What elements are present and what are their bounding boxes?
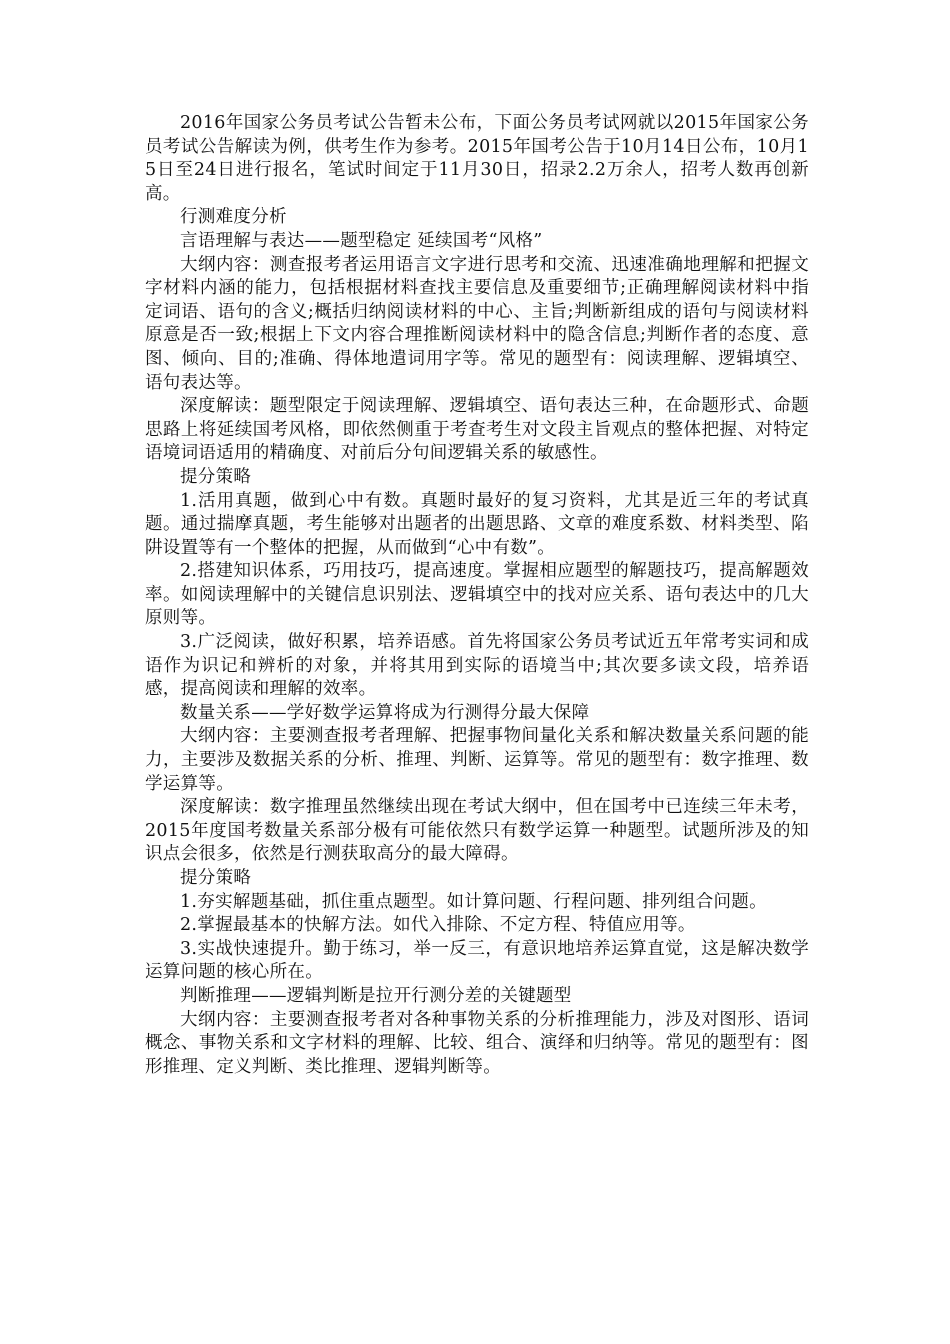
document-body (145, 112, 809, 1079)
paragraph-quant-tip-1: 1.夯实解题基础，抓住重点题型。如计算问题、行程问题、排列组合问题。 (180, 891, 767, 912)
paragraph-verbal-tip-3: 3.广泛阅读，做好积累，培养语感。首先将国家公务员考试近五年常考实词和成语作为识记和辨析的对象，并将其用到实际的语境当中;其次要多读文段，培养语感，提高阅读和理解的效率。 (145, 632, 809, 700)
paragraph-quant-tip-2: 2.掌握最基本的快解方法。如代入排除、不定方程、特值应用等。 (180, 915, 696, 936)
section-heading-difficulty: 行测难度分析 (180, 207, 287, 228)
subheading-reasoning: 判断推理——逻辑判断是拉开行测分差的关键题型 (180, 985, 572, 1006)
paragraph-quant-analysis: 深度解读：数字推理虽然继续出现在考试大纲中，但在国考中已连续三年未考，2015年度国考数量关系部分极有可能依然只有数学运算一种题型。试题所涉及的知识点会很多，依然是行测获取高分的最大障碍。 (145, 797, 809, 865)
subheading-quantitative: 数量关系——学好数学运算将成为行测得分最大保障 (180, 702, 590, 723)
paragraph-verbal-outline: 大纲内容：测查报考者运用语言文字进行思考和交流、迅速准确地理解和把握文字材料内涵的能力，包括根据材料查找主要信息及重要细节;正确理解阅读材料中指定词语、语句的含义;概括归纳阅读材料的中心、主旨;判断新组成的语句与阅读材料原意是否一致;根据上下文内容合理推断阅读材料中的隐含信息;判断作者的态度、意图、倾向、目的;准确、得体地遣词用字等。常见的题型有：阅读理解、逻辑填空、语句表达等。 (145, 254, 809, 393)
paragraph-quant-outline: 大纲内容：主要测查报考者理解、把握事物间量化关系和解决数量关系问题的能力，主要涉及数据关系的分析、推理、判断、运算等。常见的题型有：数字推理、数学运算等。 (145, 726, 809, 794)
paragraph-verbal-tip-2: 2.搭建知识体系，巧用技巧，提高速度。掌握相应题型的解题技巧，提高解题效率。如阅读理解中的关键信息识别法、逻辑填空中的找对应关系、语句表达中的几大原则等。 (145, 561, 809, 629)
paragraph-quant-tip-3: 3.实战快速提升。勤于练习，举一反三，有意识地培养运算直觉，这是解决数学运算问题的核心所在。 (145, 938, 809, 983)
heading-strategy-quant: 提分策略 (180, 868, 252, 888)
heading-strategy-verbal: 提分策略 (180, 466, 252, 487)
subheading-verbal: 言语理解与表达——题型稳定 延续国考“风格” (180, 230, 543, 251)
paragraph-verbal-analysis: 深度解读：题型限定于阅读理解、逻辑填空、语句表达三种，在命题形式、命题思路上将延续国考风格，即依然侧重于考查考生对文段主旨观点的整体把握、对特定语境词语适用的精确度、对前后分句间逻辑关系的敏感性。 (145, 396, 809, 464)
intro-paragraph: 2016年国家公务员考试公告暂未公布，下面公务员考试网就以2015年国家公务员考试公告解读为例，供考生作为参考。2015年国考公告于10月14日公布，10月15日至24日进行报名，笔试时间定于11月30日，招录2.2万余人，招考人数再创新高。 (145, 113, 809, 204)
paragraph-verbal-tip-1: 1.活用真题，做到心中有数。真题时最好的复习资料，尤其是近三年的考试真题。通过揣摩真题，考生能够对出题者的出题思路、文章的难度系数、材料类型、陷阱设置等有一个整体的把握，从而做到“心中有数”。 (145, 490, 809, 558)
paragraph-reasoning-outline: 大纲内容：主要测查报考者对各种事物关系的分析推理能力，涉及对图形、语词概念、事物关系和文字材料的理解、比较、组合、演绎和归纳等。常见的题型有：图形推理、定义判断、类比推理、逻辑判断等。 (145, 1009, 809, 1077)
